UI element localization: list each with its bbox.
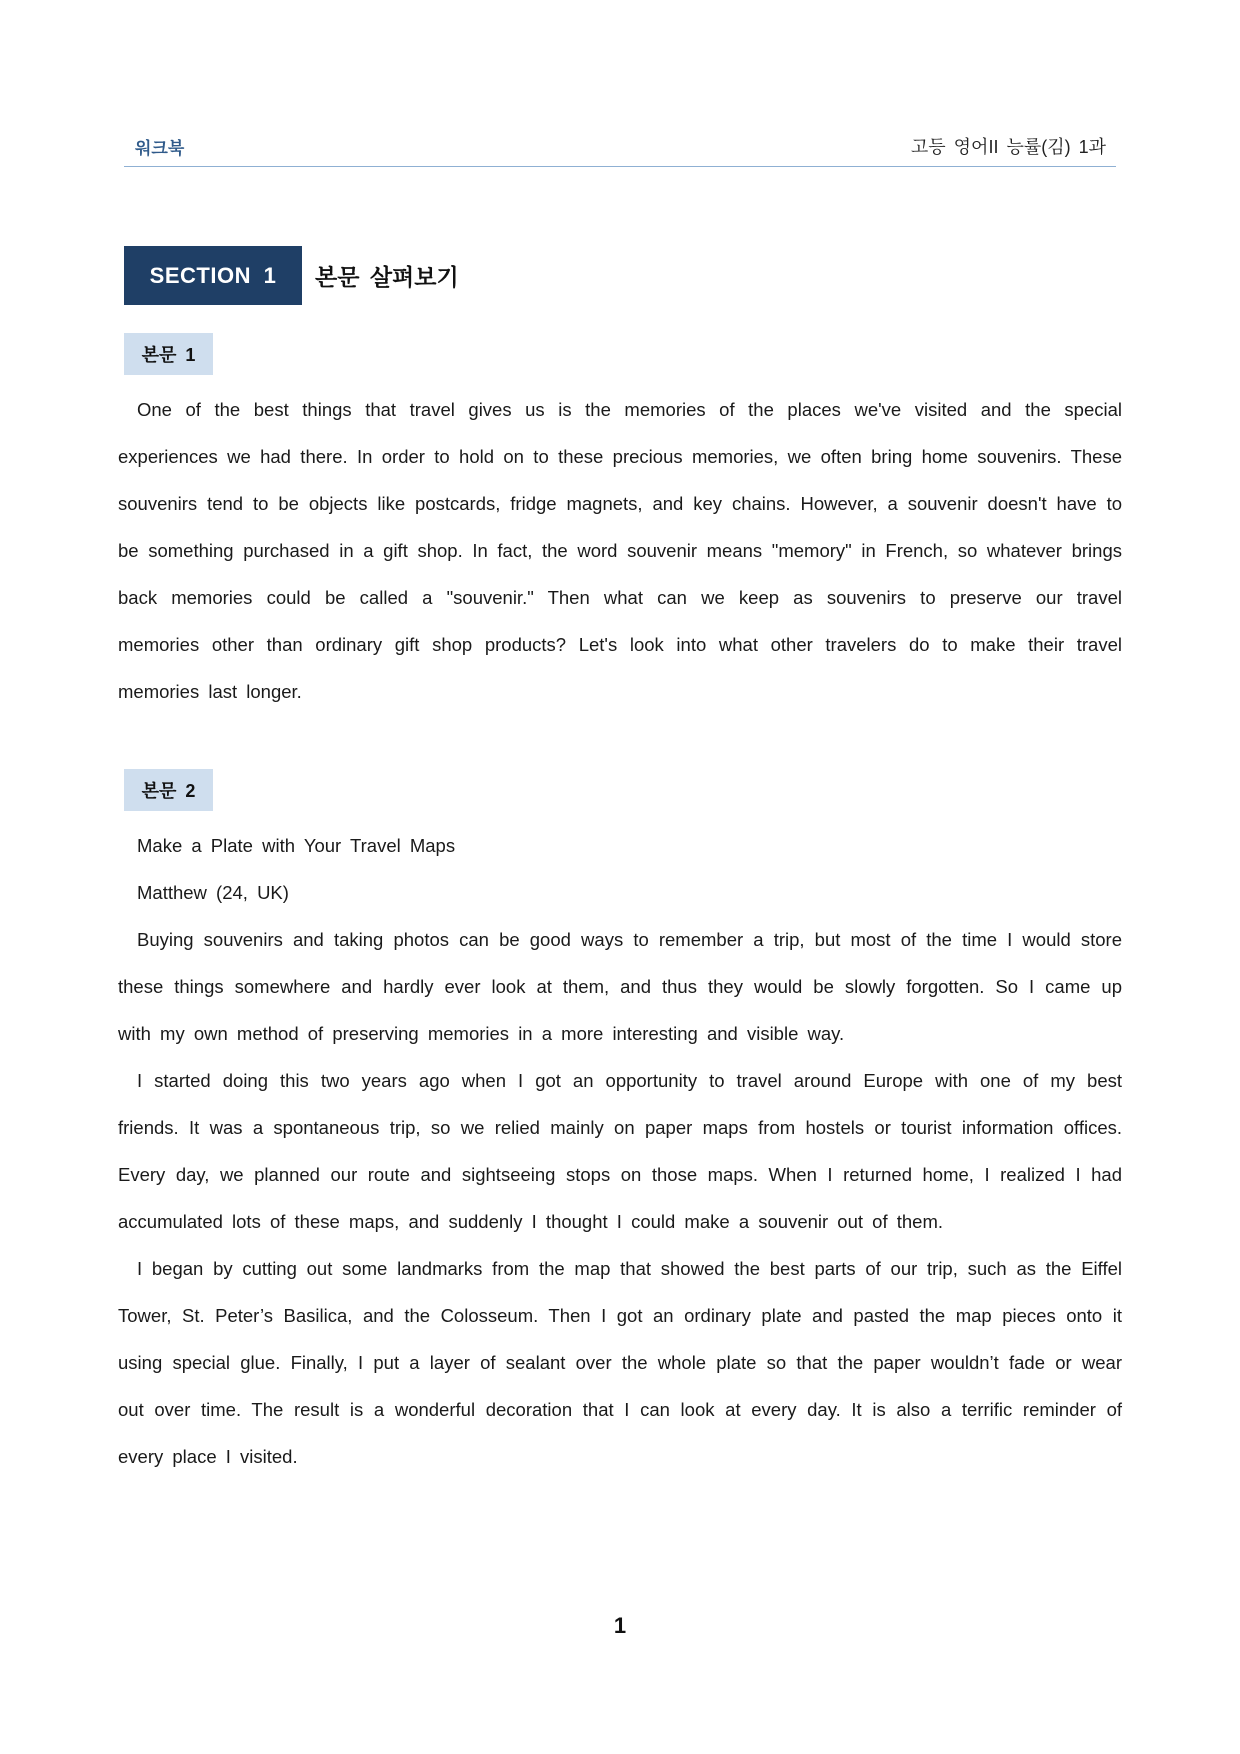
passage-2-paragraph: I began by cutting out some landmarks from the map that showed the best parts of our trip, such as the Eiffel Tower, St. Peter’s Basilica, and the Colosseum. Then I got an ordinary plate and pasted the map pieces onto it using special glue. Finally, I put a layer of sealant over the whole plate so that the paper wouldn’t fade or wear out over time. The result is a wonderful decoration that I can look at every day. It is also a terrific reminder of every place I visited. <box>118 1258 1122 1467</box>
course-title: 고등 영어II 능률(김) 1과 <box>910 137 1106 157</box>
page-header <box>124 128 1116 167</box>
passage-1-body <box>118 386 1122 715</box>
passage-2-paragraph: Buying souvenirs and taking photos can be good ways to remember a trip, but most of the time I would store these things somewhere and hardly ever look at them, and thus they would be slowly forgotten. So I came up with my own method of preserving memories in a more interesting and visible way. <box>118 929 1122 1044</box>
workbook-label: 워크북 <box>135 139 185 158</box>
passage-2-title: Make a Plate with Your Travel Maps <box>137 835 456 856</box>
passage-2-body <box>118 822 1122 1480</box>
passage-2-label: 본문 2 <box>124 769 213 811</box>
section-heading <box>124 246 459 305</box>
passage-1-label: 본문 1 <box>124 333 213 375</box>
section-title: 본문 살펴보기 <box>315 264 459 290</box>
page-number: 1 <box>613 1613 627 1638</box>
passage-2-author: Matthew (24, UK) <box>137 882 289 903</box>
passage-2-paragraph: I started doing this two years ago when I got an opportunity to travel around Europe with one of my best friends. It was a spontaneous trip, so we relied mainly on paper maps from hostels or tourist information offices. Every day, we planned our route and sightseeing stops on those maps. When I returned home, I realized I had accumulated lots of these maps, and suddenly I thought I could make a souvenir out of them. <box>118 1070 1122 1232</box>
passage-1-paragraph: One of the best things that travel gives us is the memories of the places we've visited and the special experiences we had there. In order to hold on to these precious memories, we often bring home souvenirs. These souvenirs tend to be objects like postcards, fridge magnets, and key chains. However, a souvenir doesn't have to be something purchased in a gift shop. In fact, the word souvenir means "memory" in French, so whatever brings back memories could be called a "souvenir." Then what can we keep as souvenirs to preserve our travel memories other than ordinary gift shop products? Let's look into what other travelers do to make their travel memories last longer. <box>118 399 1122 702</box>
section-badge: SECTION 1 <box>124 246 302 305</box>
